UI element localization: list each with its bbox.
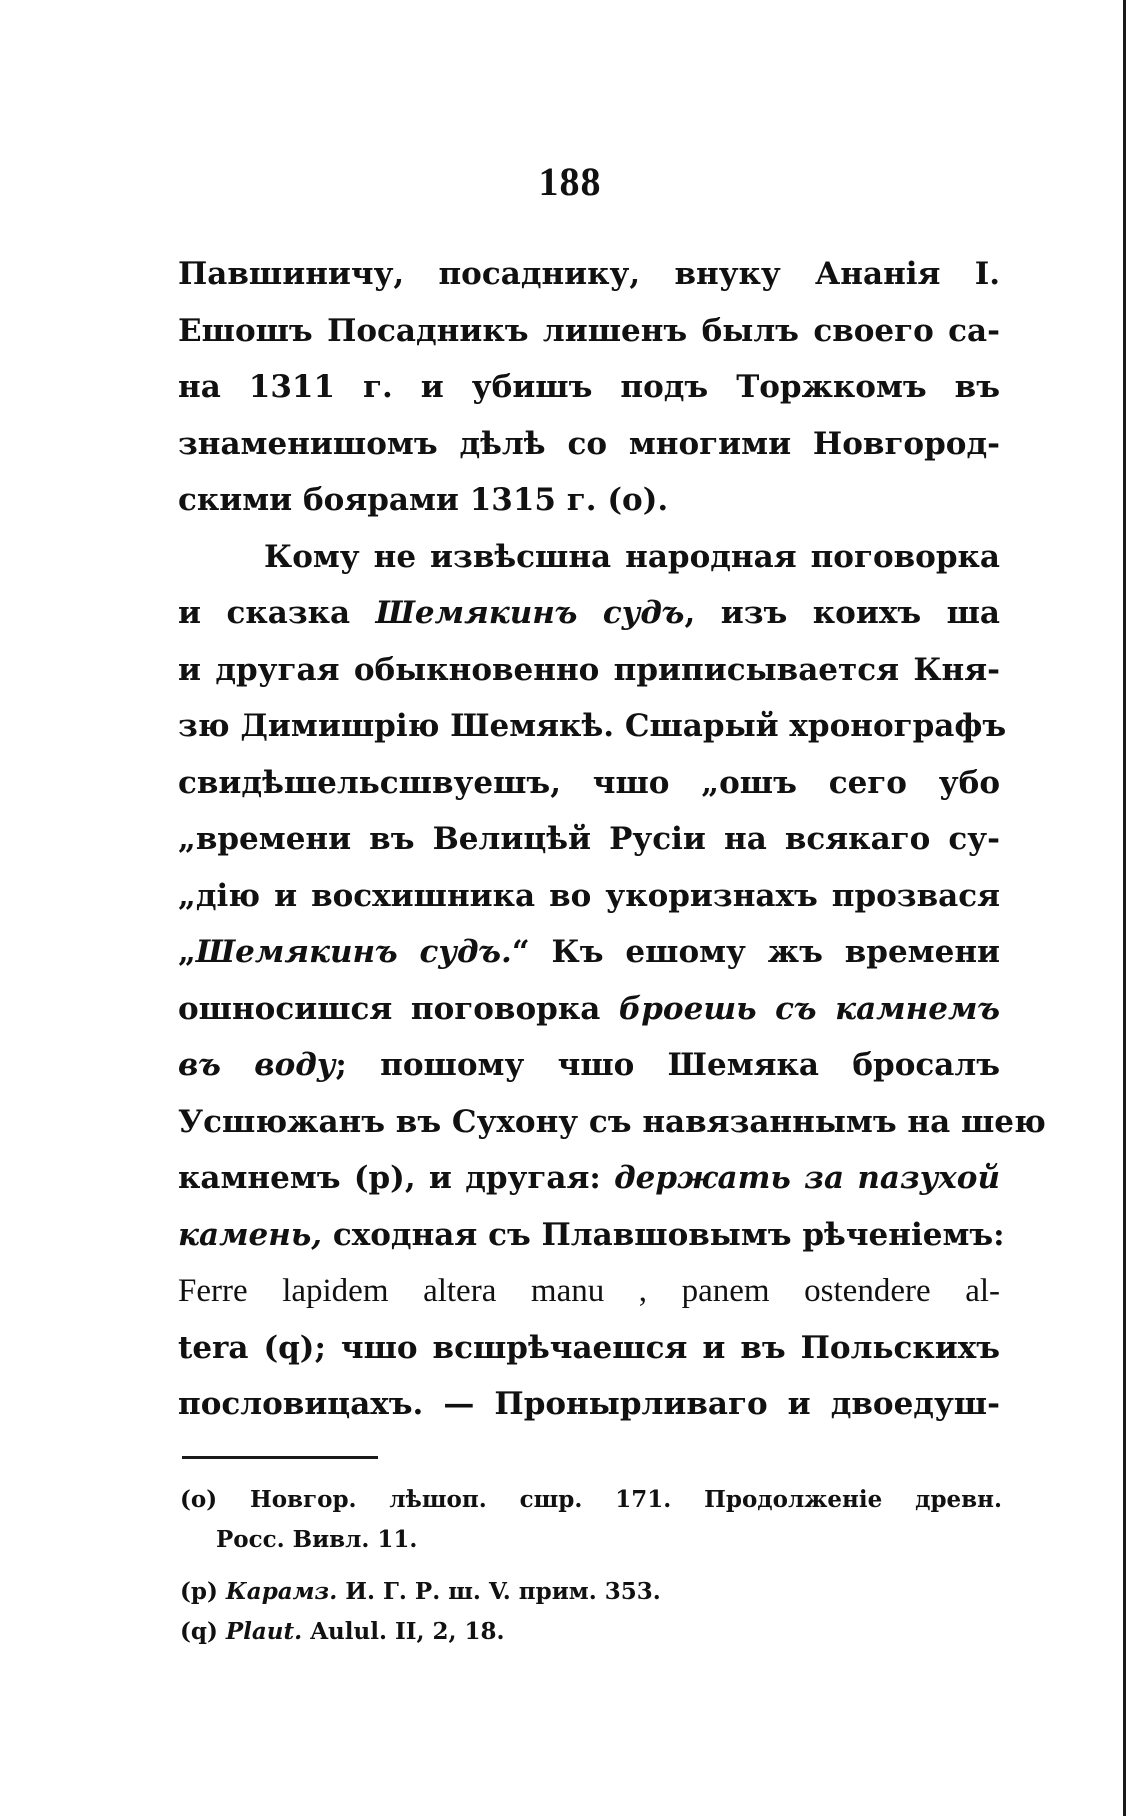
italic-phrase: броешь съ камнемъ <box>618 990 1000 1027</box>
text-line <box>178 698 1007 755</box>
text-segment: знаменишомъ дѣлѣ со многими Новгород- <box>178 425 1000 462</box>
footnote-separator <box>182 1456 378 1459</box>
text-line <box>178 1037 1000 1094</box>
text-segment: tera (q); чшо всшрѣчаешся и въ Польскихъ <box>178 1329 1000 1366</box>
text-segment: зю Димишрію Шемякѣ. Сшарый хронографъ <box>178 708 1007 744</box>
text-segment: „ <box>178 934 196 970</box>
text-segment: “ Къ ешому жъ времени <box>511 934 1000 970</box>
text-line <box>178 1376 1000 1433</box>
footnote-p-ref: И. Г. Р. ш. V. прим. 353. <box>345 1578 661 1605</box>
footnote-p-marker: (р) <box>180 1578 218 1605</box>
italic-phrase: держать за пазухой <box>614 1160 1000 1196</box>
text-segment: на 1311 г. и убишъ подъ Торжкомъ въ <box>178 369 1000 405</box>
text-line <box>178 303 1000 360</box>
text-segment: Кому не извѣсшна народная поговорка <box>264 538 1000 575</box>
text-line <box>178 755 1000 812</box>
text-segment: и другая обыкновенно приписывается Кня- <box>178 651 1000 688</box>
text-segment: , изъ коихъ ша <box>684 595 1000 631</box>
text-segment: и сказка <box>178 595 376 631</box>
footnote-o-line-2: Росс. Вивл. 11. <box>216 1526 418 1553</box>
italic-phrase: Шемякинъ судъ. <box>195 934 512 970</box>
footnote-q-marker: (q) <box>180 1618 218 1645</box>
footnote-o-line-1: (о) Новгор. лѣшоп. сшр. 171. Продолженіе древн. <box>180 1486 1002 1513</box>
text-line <box>178 1263 1000 1320</box>
text-segment: сходная съ Плавшовымъ рѣченіемъ: <box>322 1216 1005 1253</box>
text-line <box>178 1150 1000 1207</box>
page-number: 188 <box>538 159 602 204</box>
footnote-q <box>180 1612 1002 1652</box>
text-line <box>178 416 1000 473</box>
text-segment: „времени въ Велицѣй Русіи на всякаго су- <box>178 821 1000 857</box>
text-line <box>178 1320 1000 1377</box>
text-segment: Павшиничу, посаднику, внуку Ананія I. <box>178 256 1000 292</box>
text-line <box>178 811 1000 868</box>
text-segment: свидѣшельсшвуешъ, чшо „ошъ сего убо <box>178 764 1000 801</box>
text-line <box>178 642 1000 699</box>
text-line <box>178 981 1000 1038</box>
body-text <box>178 246 1046 1433</box>
text-line <box>178 246 1000 303</box>
footnote-p <box>180 1572 1002 1612</box>
text-segment: „дію и восхишника во укоризнахъ прозвася <box>178 877 1000 914</box>
text-segment: ошносишся поговорка <box>178 990 619 1027</box>
text-line <box>178 868 1000 925</box>
footnote-q-author: Plaut. <box>225 1618 303 1645</box>
text-segment: скими боярами 1315 г. (о). <box>178 482 669 518</box>
italic-phrase: въ воду <box>178 1047 336 1083</box>
text-segment: камнемъ (р), и другая: <box>178 1160 615 1196</box>
text-line <box>178 472 1000 529</box>
italic-phrase: Шемякинъ судъ <box>375 595 685 631</box>
footnote-p-author: Карамз. <box>225 1578 338 1605</box>
text-line <box>178 1207 1005 1264</box>
text-segment: Ешошъ Посадникъ лишенъ былъ своего са- <box>178 312 1000 349</box>
text-segment: Усшюжанъ въ Сухону съ навязаннымъ на шею <box>178 1103 1046 1140</box>
text-segment: ; пошому чшо Шемяка бросалъ <box>335 1047 1000 1083</box>
page-edge-rule <box>1123 0 1126 1816</box>
text-line <box>178 529 1000 586</box>
text-segment: пословицахъ. — Пронырливаго и двоедуш- <box>178 1386 1000 1422</box>
text-line <box>178 924 1000 981</box>
footnotes <box>180 1480 1002 1652</box>
text-line <box>178 585 1000 642</box>
text-segment: Ferre lapidem altera manu , panem ostendere al- <box>178 1273 1000 1309</box>
text-line <box>178 1094 1046 1151</box>
text-line <box>178 359 1000 416</box>
italic-phrase: камень, <box>178 1216 323 1253</box>
footnote-q-ref: Aulul. II, 2, 18. <box>310 1618 505 1645</box>
